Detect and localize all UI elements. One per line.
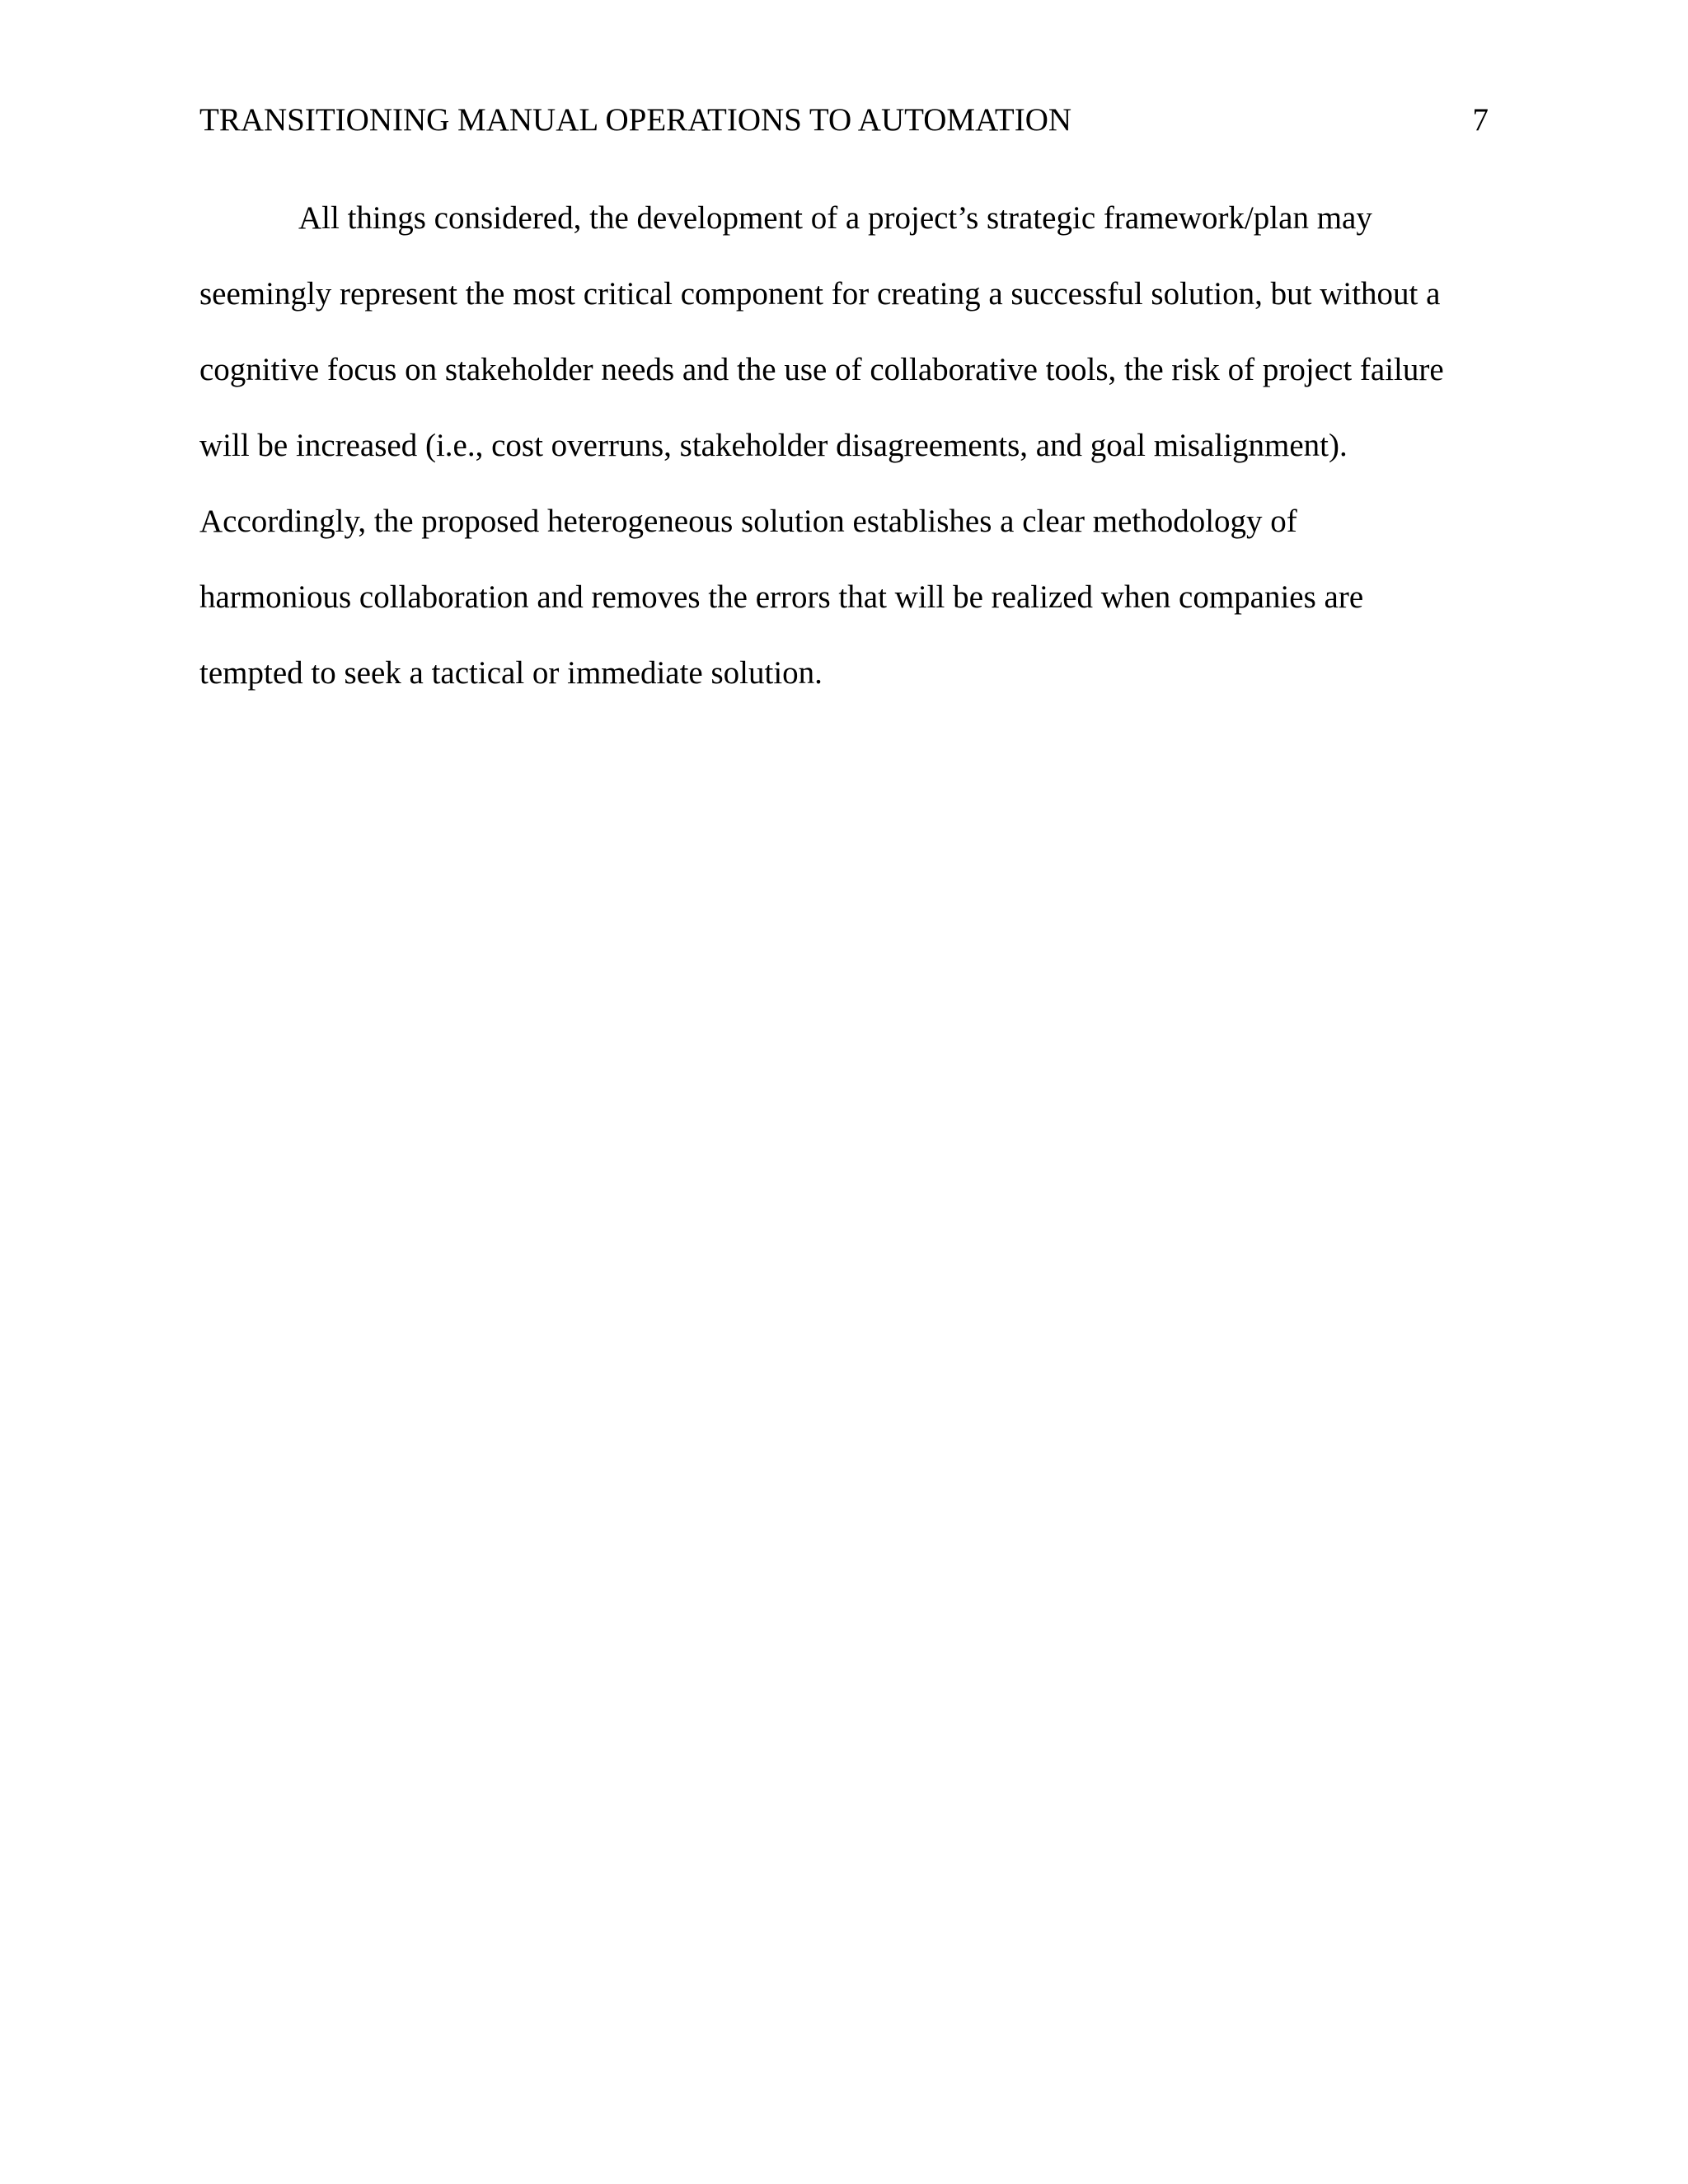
- page-number: 7: [1472, 102, 1489, 138]
- paragraph-line: tempted to seek a tactical or immediate solution.: [199, 655, 823, 691]
- running-head-title: TRANSITIONING MANUAL OPERATIONS TO AUTOMATION: [199, 102, 1072, 138]
- running-head: [199, 97, 1489, 143]
- paragraph-line: will be increased (i.e., cost overruns, stakeholder disagreements, and goal misalignment).: [199, 428, 1348, 463]
- paragraph-line: harmonious collaboration and removes the errors that will be realized when companies are: [199, 579, 1364, 615]
- paragraph-line: seemingly represent the most critical component for creating a successful solution, but without a: [199, 276, 1441, 312]
- paragraph-line: Accordingly, the proposed heterogeneous solution establishes a clear methodology of: [199, 504, 1297, 539]
- paragraph-line: cognitive focus on stakeholder needs and the use of collaborative tools, the risk of project failure: [199, 352, 1444, 387]
- paragraph-line: All things considered, the development of a project’s strategic framework/plan may: [298, 200, 1372, 236]
- body-paragraph: [199, 195, 1502, 726]
